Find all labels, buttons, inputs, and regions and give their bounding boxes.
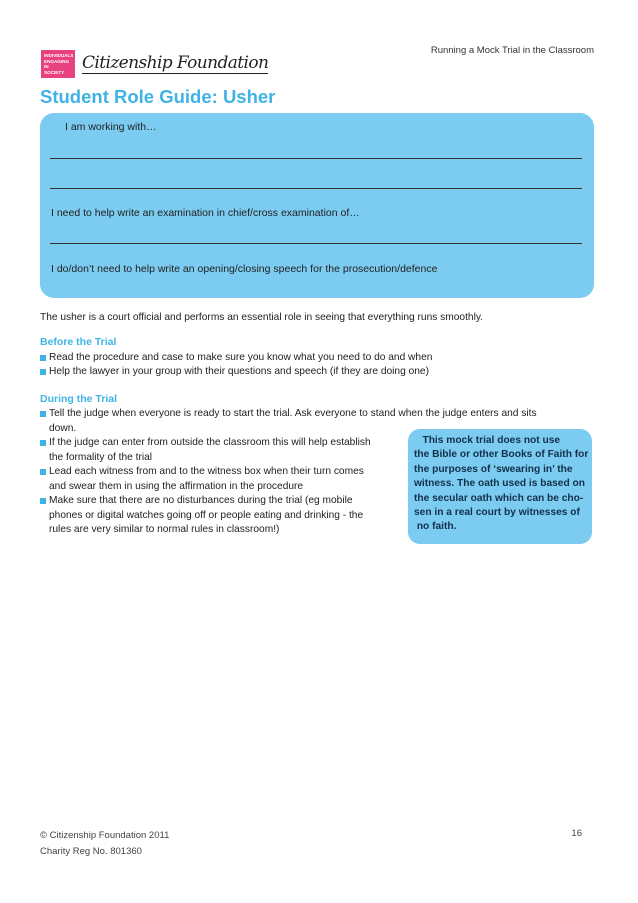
bullet-square bbox=[40, 369, 46, 375]
logo-badge-line: INDIVIDUALS bbox=[44, 53, 74, 58]
callout-line: the Bible or other Books of Faith for bbox=[414, 449, 589, 461]
page-title: Student Role Guide: Usher bbox=[40, 86, 276, 107]
oath-callout bbox=[408, 429, 592, 544]
role-form-box bbox=[40, 113, 594, 298]
callout-line: the purposes of ‘swearing in’ the bbox=[414, 463, 573, 475]
logo-wordmark bbox=[82, 53, 268, 73]
writing-line bbox=[50, 188, 582, 189]
logo-underline bbox=[82, 73, 268, 74]
logo-badge-line: SOCIETY bbox=[44, 69, 65, 75]
speech-label: I do/don’t need to help write an opening/closing speech for the prosecution/defence bbox=[51, 263, 438, 275]
exam-label: I need to help write an examination in chief/cross examination of… bbox=[51, 207, 360, 219]
bullet-square bbox=[40, 469, 46, 475]
list-item: If the judge can enter from outside the classroom this will help establish the formality of the trial bbox=[40, 436, 371, 465]
copyright-text: © Citizenship Foundation 2011 bbox=[40, 830, 170, 841]
running-head: Running a Mock Trial in the Classroom bbox=[430, 45, 594, 56]
writing-line bbox=[50, 158, 582, 159]
list-item: Tell the judge when everyone is ready to start the trial. Ask everyone to stand when the judge enters and sits down. bbox=[40, 407, 537, 436]
list-item: Make sure that there are no disturbances during the trial (eg mobile phones or digital watches going off or people eating and drinking - the rules are very similar to normal rules in classroom!) bbox=[40, 494, 363, 538]
intro-paragraph: The usher is a court official and performs an essential role in seeing that everything runs smoothly. bbox=[40, 312, 484, 323]
charity-reg-text: Charity Reg No. 801360 bbox=[40, 846, 142, 857]
bullet-square bbox=[40, 355, 46, 361]
before-trial-heading: Before the Trial bbox=[40, 336, 117, 348]
logo-badge-line: ENGAGING IN bbox=[44, 58, 70, 70]
logo-wordmark-text: Citizenship Foundation bbox=[82, 53, 269, 73]
callout-line: witness. The oath used is based on bbox=[414, 478, 585, 490]
bullet-square bbox=[40, 440, 46, 446]
writing-line bbox=[50, 243, 582, 244]
logo-badge bbox=[41, 50, 75, 78]
callout-line: the secular oath which can be cho- bbox=[414, 492, 584, 504]
list-item: Read the procedure and case to make sure you know what you need to do and when bbox=[40, 351, 432, 366]
callout-line: sen in a real court by witnesses of bbox=[414, 507, 580, 519]
page-number: 16 bbox=[571, 828, 582, 839]
list-item: Lead each witness from and to the witness box when their turn comes and swear them in using the affirmation in the procedure bbox=[40, 465, 364, 494]
list-item: Help the lawyer in your group with their questions and speech (if they are doing one) bbox=[40, 365, 429, 380]
during-trial-heading: During the Trial bbox=[40, 393, 118, 405]
bullet-square bbox=[40, 411, 46, 417]
bullet-square bbox=[40, 498, 46, 504]
footer-info bbox=[40, 828, 169, 860]
callout-line: This mock trial does not use bbox=[414, 435, 561, 446]
callout-line: no faith. bbox=[414, 521, 457, 533]
working-with-label: I am working with… bbox=[65, 121, 157, 133]
